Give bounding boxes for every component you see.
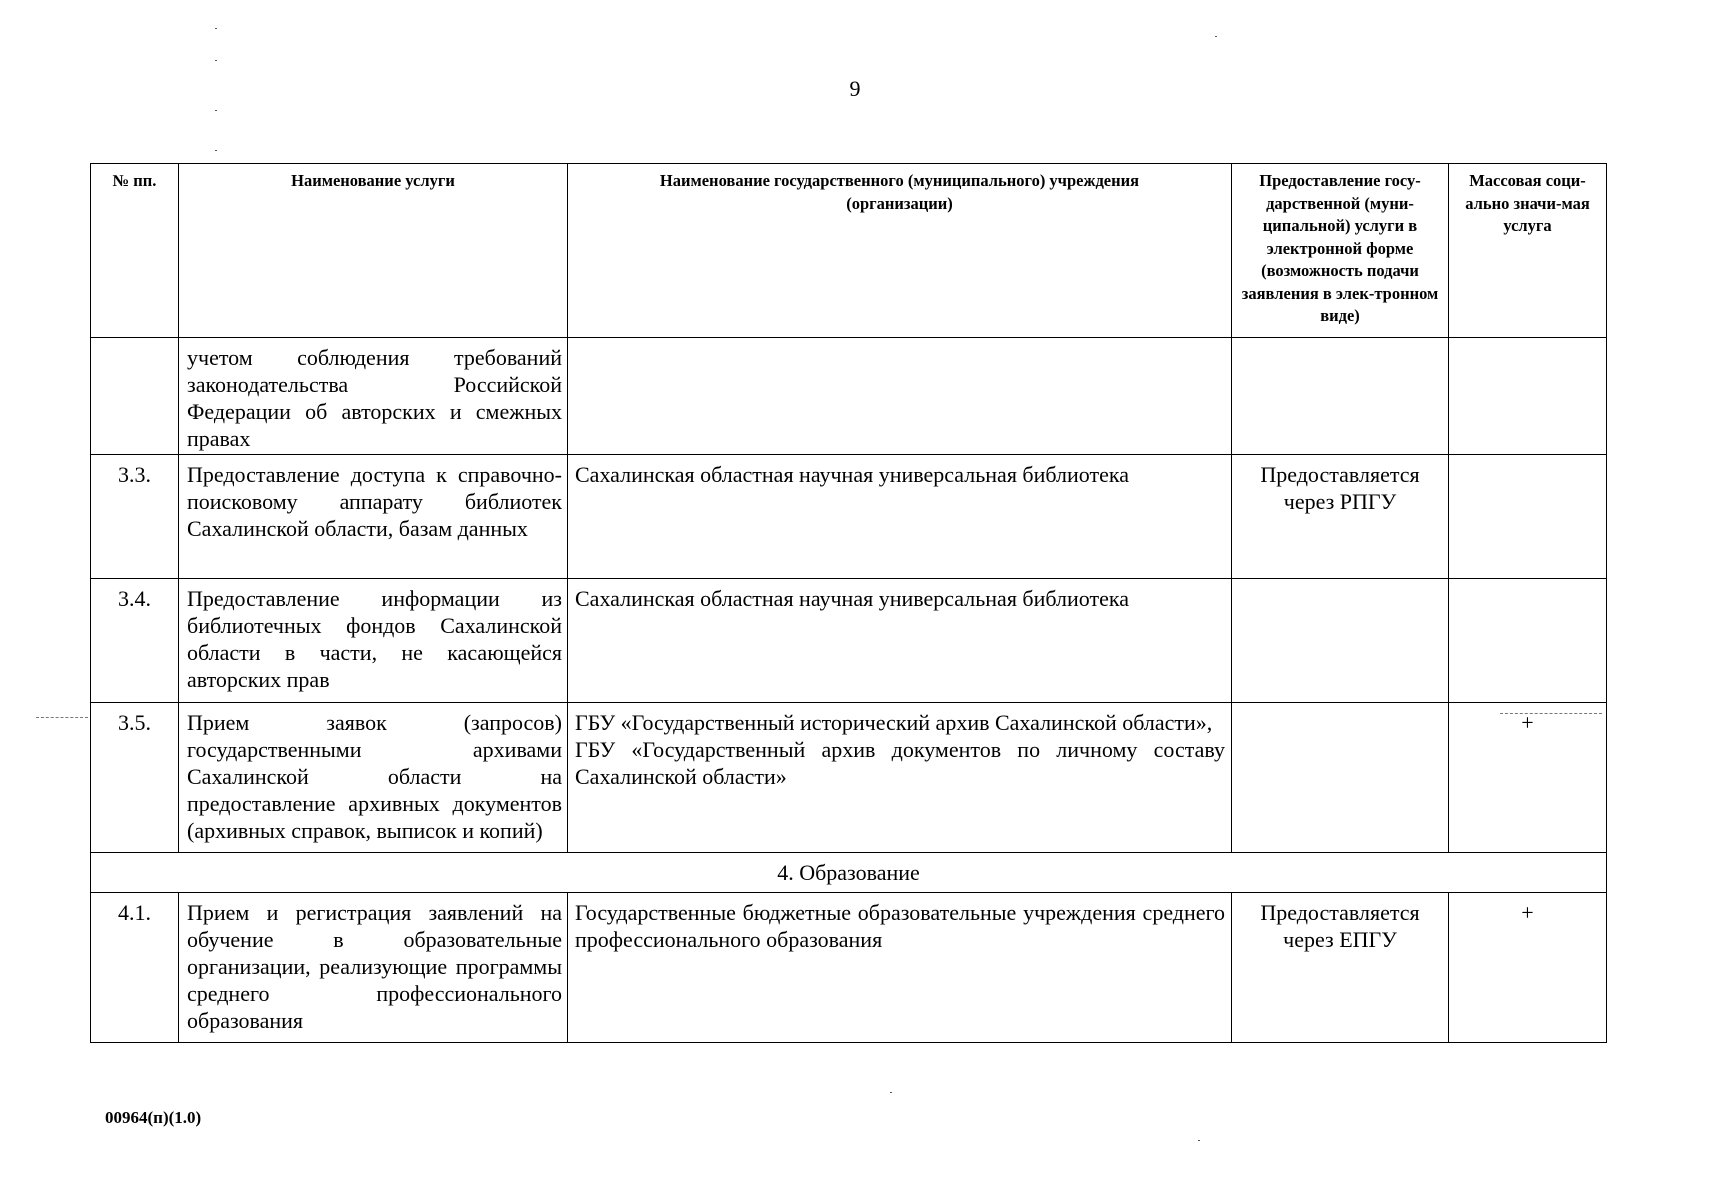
scan-dash-right [1500,713,1602,714]
service-name: Прием заявок (запросов) государственными архивами Сахалинской области на предоставление архивных документов (архивных справок, выписок и копий) [179,703,568,853]
service-name: учетом соблюдения требований законодательства Российской Федерации об авторских и смежных правах [179,338,568,455]
table-header-row [91,164,1607,338]
organization-name: Сахалинская областная научная универсальная библиотека [568,579,1232,703]
table-row [91,703,1607,853]
electronic-form-status [1232,703,1449,853]
organization-line: ГБУ «Государственный исторический архив Сахалинской области», [575,710,1213,735]
electronic-form-status: Предоставляется через РПГУ [1232,455,1449,579]
mass-service-mark [1449,455,1607,579]
row-number: 3.4. [91,579,179,703]
mass-service-mark: + [1449,703,1607,853]
scan-dot [215,110,217,111]
scan-dash-left [36,717,88,718]
table-row [91,579,1607,703]
table-row [91,893,1607,1043]
service-name: Предоставление информации из библиотечных фондов Сахалинской области в части, не касающейся авторских прав [179,579,568,703]
electronic-form-status [1232,338,1449,455]
scan-dot [1215,36,1217,37]
row-number [91,338,179,455]
header-service-name: Наименование услуги [179,164,568,338]
mass-service-mark: + [1449,893,1607,1043]
organization-name [568,703,1232,853]
table-row [91,455,1607,579]
row-number: 3.3. [91,455,179,579]
electronic-form-status [1232,579,1449,703]
service-name: Прием и регистрация заявлений на обучение в образовательные организации, реализующие программы среднего профессионального образования [179,893,568,1043]
page-number: 9 [849,76,861,101]
header-number: № пп. [91,164,179,338]
scan-dot [215,150,217,151]
organization-name: Сахалинская областная научная универсальная библиотека [568,455,1232,579]
organization-line: ГБУ «Государственный архив документов по личному составу Сахалинской области» [575,737,1225,789]
scan-dot [1198,1140,1200,1141]
table-row [91,338,1607,455]
header-electronic-form: Предоставление госу-дарственной (муни-ципальной) услуги в электронной форме (возможность подачи заявления в элек-тронном виде) [1232,164,1449,338]
header-mass-service: Массовая соци-ально значи-мая услуга [1449,164,1607,338]
services-table [90,163,1607,1043]
organization-name: Государственные бюджетные образовательные учреждения среднего профессионального образования [568,893,1232,1043]
organization-name [568,338,1232,455]
mass-service-mark [1449,338,1607,455]
row-number: 3.5. [91,703,179,853]
scan-dot [890,1092,892,1093]
section-heading: 4. Образование [91,853,1607,893]
header-organization: Наименование государственного (муниципального) учреждения (организации) [568,164,1232,338]
scan-dot [215,60,217,61]
electronic-form-status: Предоставляется через ЕПГУ [1232,893,1449,1043]
mass-service-mark [1449,579,1607,703]
scan-dot [215,28,217,29]
row-number: 4.1. [91,893,179,1043]
section-row [91,853,1607,893]
service-name: Предоставление доступа к справочно-поисковому аппарату библиотек Сахалинской области, базам данных [179,455,568,579]
document-code: 00964(п)(1.0) [105,1108,202,1127]
